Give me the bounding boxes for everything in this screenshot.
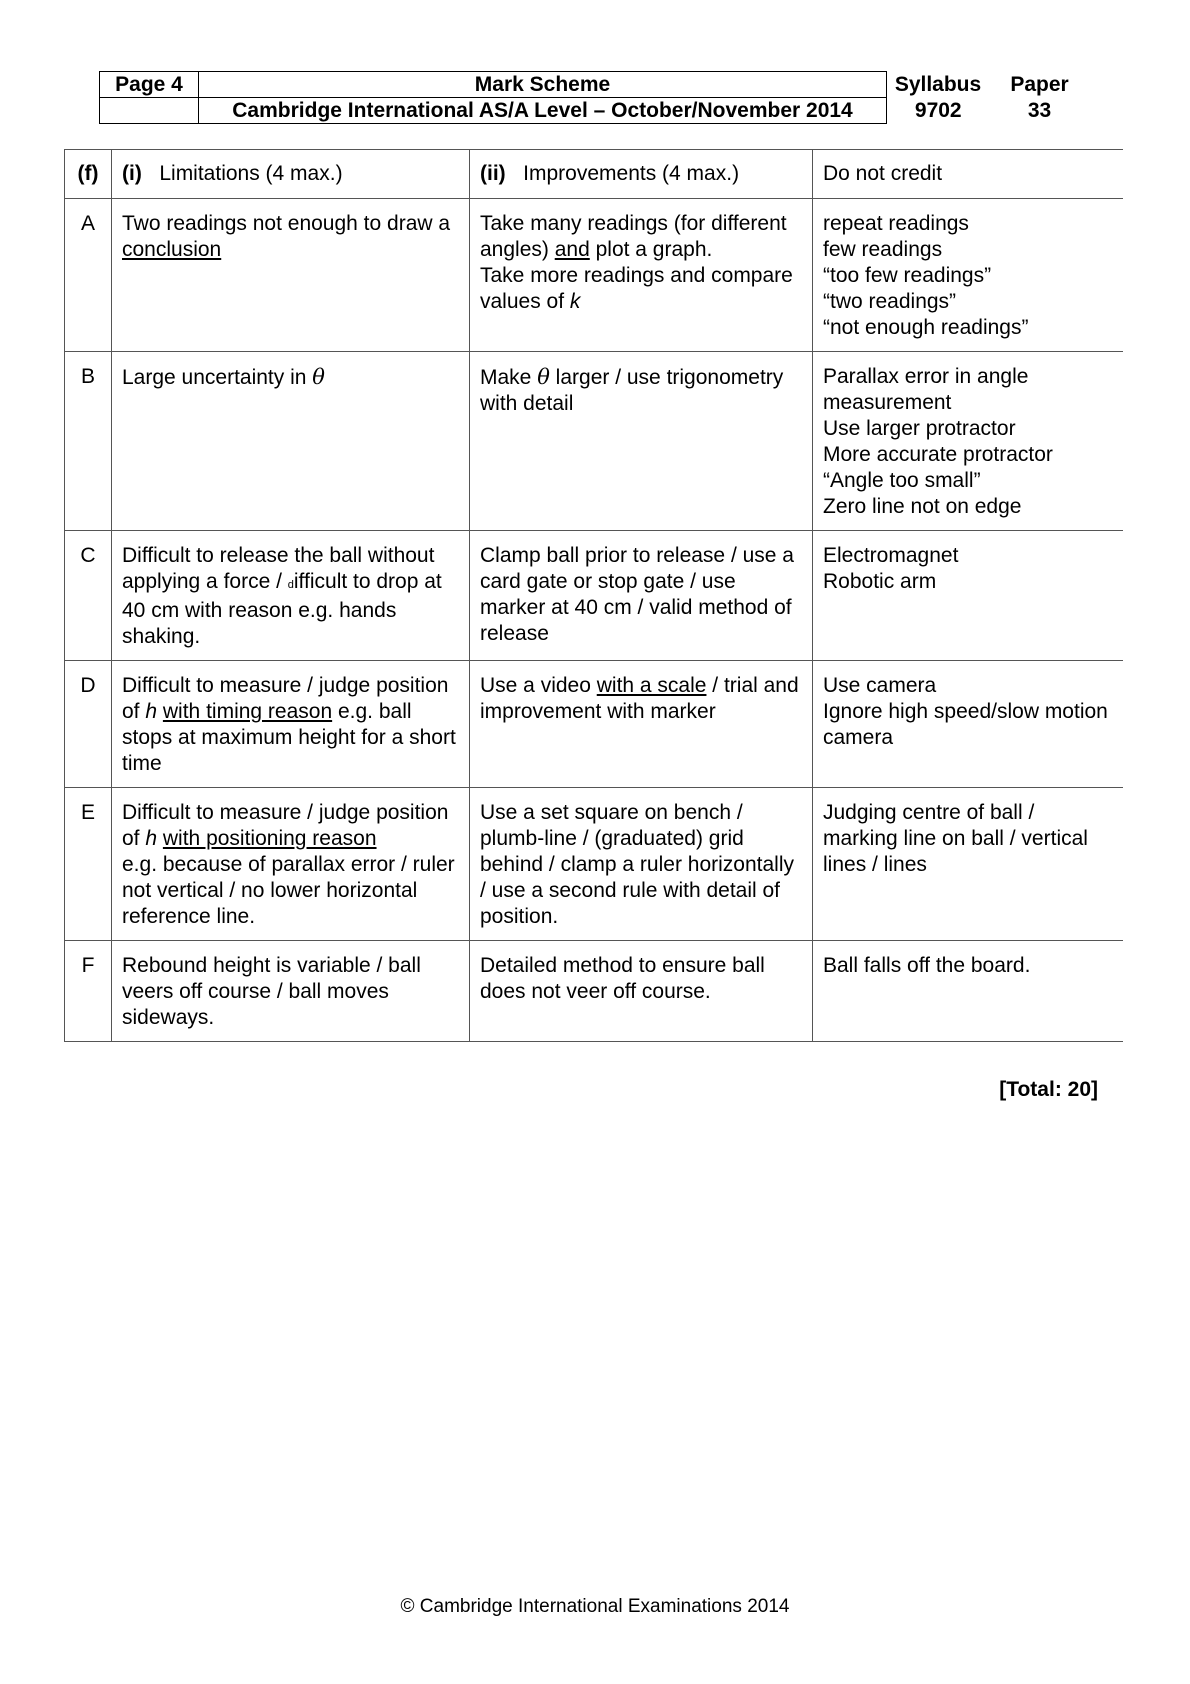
row-key: D bbox=[65, 661, 112, 788]
document-title: Mark Scheme bbox=[199, 72, 887, 98]
limitations-title: Limitations (4 max.) bbox=[159, 162, 343, 185]
table-row bbox=[65, 352, 1124, 531]
dnc-item: Ignore high speed/slow motion camera bbox=[823, 700, 1108, 749]
limitations-number: (i) bbox=[122, 162, 142, 185]
dnc-item: Parallax error in angle measurement bbox=[823, 365, 1029, 414]
h-symbol: h bbox=[145, 827, 158, 850]
limitation-text: Difficult to measure / judge position of bbox=[122, 801, 449, 850]
improvement-cell bbox=[470, 352, 813, 531]
limitation-text: Two readings not enough to draw a bbox=[122, 212, 451, 235]
improvement-text: Take many readings (for different angles) bbox=[480, 212, 787, 261]
improvement-cell: Detailed method to ensure ball does not veer off course. bbox=[470, 941, 813, 1042]
dnc-item: Use camera bbox=[823, 674, 937, 697]
limitation-cell bbox=[112, 199, 470, 352]
row-key: A bbox=[65, 199, 112, 352]
improvement-cell bbox=[470, 199, 813, 352]
dnc-item: Robotic arm bbox=[823, 570, 937, 593]
improvement-text: / trial and improvement with marker bbox=[480, 674, 799, 723]
improvement-cell: Clamp ball prior to release / use a card gate or stop gate / use marker at 40 cm / valid method of release bbox=[470, 531, 813, 661]
dnc-item: few readings bbox=[823, 238, 943, 261]
copyright-footer: © Cambridge International Examinations 2014 bbox=[400, 1596, 790, 1617]
mark-scheme-table bbox=[64, 149, 1123, 1042]
limitation-underlined: with timing reason bbox=[162, 700, 333, 723]
limitation-text: e.g. because of parallax error / ruler not vertical / no lower horizontal reference line. bbox=[122, 853, 455, 928]
table-row bbox=[65, 531, 1124, 661]
dnc-item: More accurate protractor bbox=[823, 443, 1053, 466]
improvements-number: (ii) bbox=[480, 162, 506, 185]
improvement-text: Make bbox=[480, 366, 538, 389]
paper-label: Paper bbox=[1010, 72, 1069, 96]
limitations-header bbox=[112, 150, 470, 199]
improvements-header bbox=[470, 150, 813, 199]
part-label: (f) bbox=[65, 150, 112, 199]
dnc-item: Zero line not on edge bbox=[823, 495, 1022, 518]
dnc-item: Ball falls off the board. bbox=[823, 954, 1031, 977]
do-not-credit-cell bbox=[813, 661, 1124, 788]
improvement-line bbox=[480, 263, 802, 315]
do-not-credit-cell bbox=[813, 352, 1124, 531]
header-empty-cell bbox=[100, 98, 199, 124]
syllabus-label: Syllabus bbox=[894, 72, 982, 96]
dnc-item: “Angle too small” bbox=[823, 469, 981, 492]
improvement-text: larger / use trigonometry with detail bbox=[480, 366, 784, 415]
limitation-cell bbox=[112, 661, 470, 788]
syllabus-code: 9702 bbox=[914, 98, 962, 122]
row-key: C bbox=[65, 531, 112, 661]
table-row bbox=[65, 788, 1124, 941]
do-not-credit-cell bbox=[813, 531, 1124, 661]
dnc-item: “two readings” bbox=[823, 290, 957, 313]
improvement-text: plot a graph. bbox=[589, 238, 713, 261]
limitation-underlined: with positioning reason bbox=[162, 827, 377, 850]
theta-symbol: θ bbox=[537, 365, 550, 389]
dnc-item: “too few readings” bbox=[823, 264, 992, 287]
do-not-credit-header: Do not credit bbox=[813, 150, 1124, 199]
mark-scheme-header bbox=[99, 71, 1090, 124]
table-row bbox=[65, 661, 1124, 788]
paper-number: 33 bbox=[1027, 98, 1052, 122]
improvement-text: Take more readings and compare values of bbox=[480, 264, 793, 313]
dnc-item: “not enough readings” bbox=[823, 316, 1029, 339]
limitation-text: Difficult to measure / judge position of bbox=[122, 674, 449, 723]
document-subtitle: Cambridge International AS/A Level – October/November 2014 bbox=[199, 98, 887, 124]
table-header-row bbox=[65, 150, 1124, 199]
row-key: B bbox=[65, 352, 112, 531]
row-key: F bbox=[65, 941, 112, 1042]
improvement-underlined: with a scale bbox=[596, 674, 707, 697]
improvement-underlined: and bbox=[554, 238, 590, 261]
small-letter: d bbox=[287, 579, 294, 591]
theta-symbol: θ bbox=[312, 365, 325, 389]
limitation-text: Difficult to release the ball without applying a force / bbox=[122, 544, 435, 593]
limitation-text: Large uncertainty in bbox=[122, 366, 313, 389]
limitation-text: e.g. ball stops at maximum height for a short time bbox=[122, 700, 456, 775]
h-symbol: h bbox=[145, 700, 158, 723]
limitation-underlined: conclusion bbox=[122, 238, 222, 261]
table-row bbox=[65, 199, 1124, 352]
improvement-text: Use a video bbox=[480, 674, 597, 697]
do-not-credit-cell bbox=[813, 788, 1124, 941]
table-row bbox=[65, 941, 1124, 1042]
dnc-item: Use larger protractor bbox=[823, 417, 1016, 440]
limitation-cell bbox=[112, 531, 470, 661]
page-number: Page 4 bbox=[100, 72, 199, 98]
limitation-cell bbox=[112, 788, 470, 941]
dnc-item: Electromagnet bbox=[823, 544, 959, 567]
k-symbol: k bbox=[569, 290, 581, 313]
improvements-title: Improvements (4 max.) bbox=[523, 162, 740, 185]
row-key: E bbox=[65, 788, 112, 941]
dnc-item: Judging centre of ball / marking line on ball / vertical lines / lines bbox=[823, 801, 1088, 876]
improvement-cell bbox=[470, 661, 813, 788]
do-not-credit-cell bbox=[813, 199, 1124, 352]
limitation-cell: Rebound height is variable / ball veers off course / ball moves sideways. bbox=[112, 941, 470, 1042]
dnc-item: repeat readings bbox=[823, 212, 969, 235]
total-marks: [Total: 20] bbox=[999, 1078, 1098, 1101]
improvement-cell: Use a set square on bench / plumb-line / (graduated) grid behind / clamp a ruler horizontally / use a second rule with detail of position. bbox=[470, 788, 813, 941]
limitation-text: ifficult to drop at 40 cm with reason e.g. hands shaking. bbox=[122, 570, 442, 648]
do-not-credit-cell bbox=[813, 941, 1124, 1042]
limitation-cell bbox=[112, 352, 470, 531]
